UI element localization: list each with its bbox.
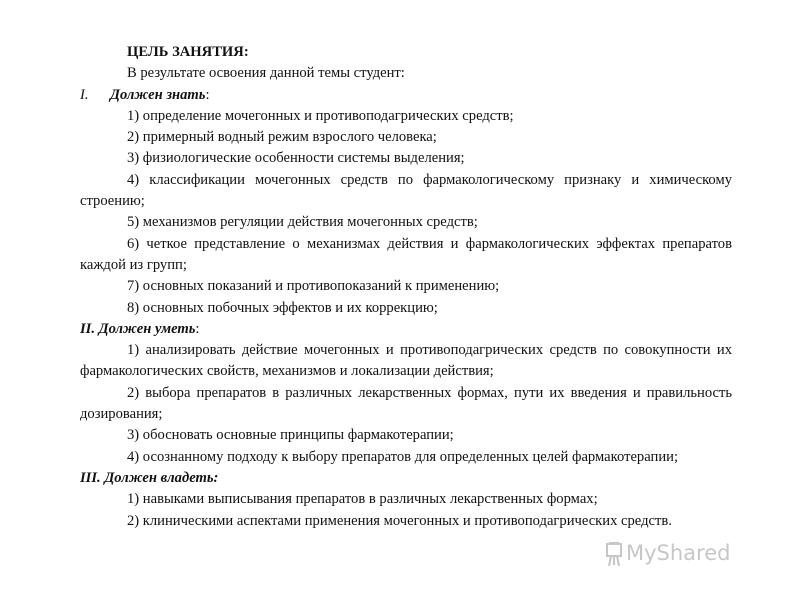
intro-text: В результате освоения данной темы студент:	[127, 65, 405, 82]
presentation-board-icon	[606, 541, 622, 567]
section-know-number: I.	[80, 86, 89, 103]
myshared-watermark	[606, 533, 766, 573]
list-item: 4) осознанному подходу к выбору препаратов для определенных целей фармакотерапии;	[127, 448, 678, 465]
lesson-goal-title: ЦЕЛЬ ЗАНЯТИЯ:	[127, 44, 249, 60]
list-item: 8) основных побочных эффектов и их коррекцию;	[127, 299, 438, 316]
list-item: 3) физиологические особенности системы выделения;	[127, 150, 465, 167]
list-item: 2) клиническими аспектами применения мочегонных и противоподагрических средств.	[127, 512, 672, 529]
list-item: 5) механизмов регуляции действия мочегонных средств;	[127, 214, 478, 231]
document-body	[80, 42, 732, 532]
section-know-title: Должен знать	[110, 86, 206, 103]
list-item: 2) выбора препаратов в различных лекарственных формах, пути их введения и правильность дозирования;	[80, 384, 732, 423]
section-can-title: II. Должен уметь	[80, 320, 196, 337]
list-item: 2) примерный водный режим взрослого человека;	[127, 129, 437, 146]
list-item: 1) определение мочегонных и противоподагрических средств;	[127, 107, 514, 124]
list-item: 7) основных показаний и противопоказаний к применению;	[127, 278, 500, 295]
section-can-heading	[80, 319, 732, 340]
list-item: 3) обосновать основные принципы фармакотерапии;	[127, 427, 454, 444]
list-item: 1) анализировать действие мочегонных и противоподагрических средств по совокупности их фармакологических свойств, механизмов и локализации действия;	[80, 342, 732, 380]
list-item: 6) четкое представление о механизмах действия и фармакологических эффектах препаратов каждой из групп;	[80, 235, 732, 273]
list-item: 1) навыками выписывания препаратов в различных лекарственных формах;	[127, 491, 598, 508]
section-know-heading	[80, 85, 732, 106]
watermark-text: MyShared	[626, 541, 731, 565]
section-can-colon: :	[195, 320, 200, 337]
section-master-heading: III. Должен владеть:	[80, 469, 219, 486]
list-item: 4) классификации мочегонных средств по фармакологическому признаку и химическому строению;	[80, 171, 732, 210]
section-know-colon: :	[205, 86, 210, 103]
